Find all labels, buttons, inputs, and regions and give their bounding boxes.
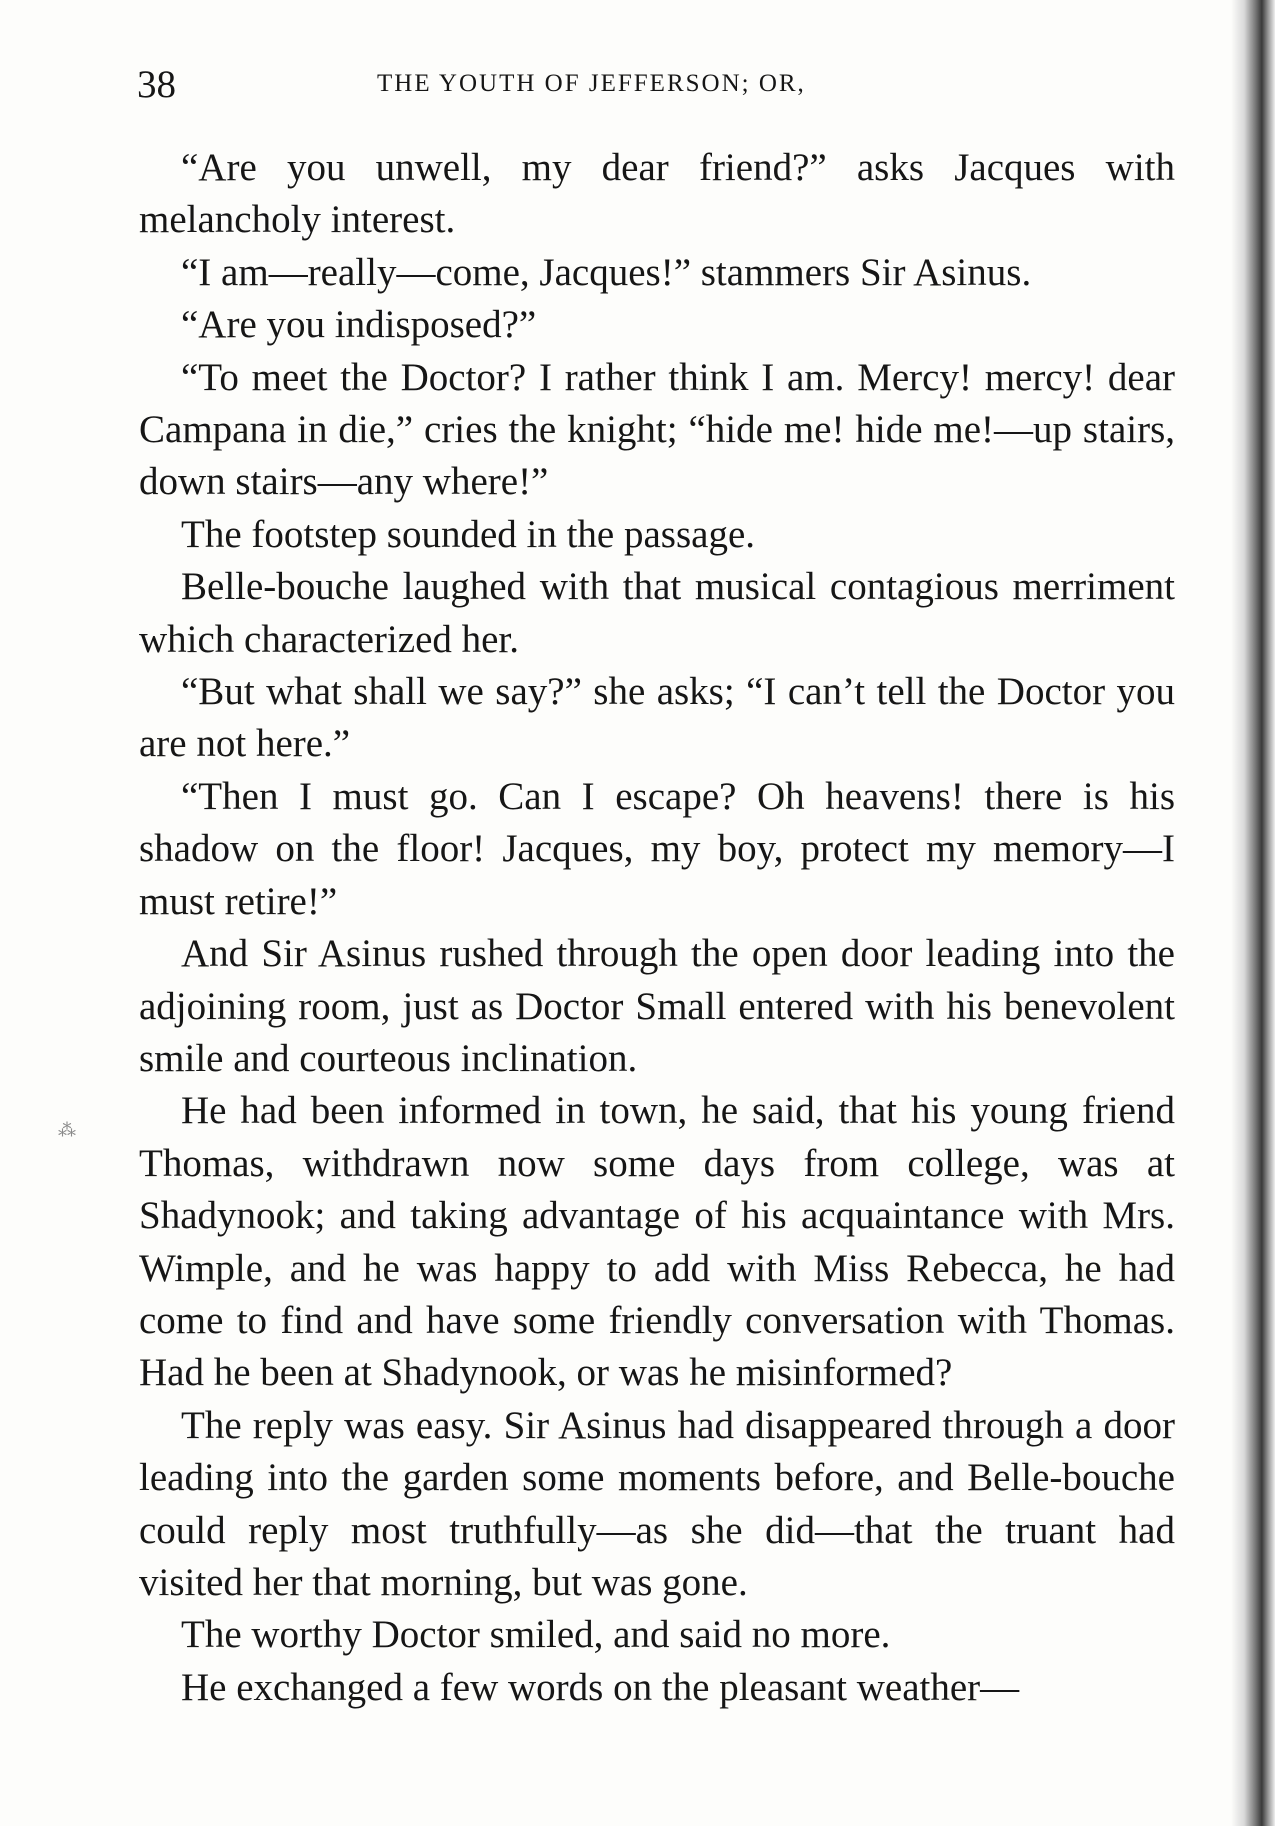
paragraph: The worthy Doctor smiled, and said no more. [181, 1613, 891, 1657]
paragraph: “Then I must go. Can I escape? Oh heavens! there is his shadow on the floor! Jacques, my boy, protect my memory—I must retire!” [139, 774, 1175, 923]
paragraph: The footstep sounded in the passage. [181, 512, 756, 556]
paragraph: He exchanged a few words on the pleasant weather— [181, 1665, 1020, 1709]
margin-stain-mark: ⁂ [58, 1120, 76, 1140]
paragraph: “To meet the Doctor? I rather think I am. Mercy! mercy! dear Campana in die,” cries the knight; “hide me! hide me!—up stairs, down stairs—any where!” [139, 355, 1175, 504]
paragraph: “But what shall we say?” she asks; “I can’t tell the Doctor you are not here.” [139, 670, 1175, 766]
paragraph: “I am—really—come, Jacques!” stammers Sir Asinus. [181, 250, 1032, 294]
paragraph: “Are you indisposed?” [181, 303, 537, 347]
paragraph: He had been informed in town, he said, that his young friend Thomas, withdrawn now some days from college, was at Shadynook; and taking advantage of his acquaintance with Mrs. Wimple, and he was happy to add with Miss Rebecca, he had come to find and have some friendly conversation with Thomas. Had he been at Shadynook, or was he misinformed? [139, 1089, 1175, 1395]
running-title: THE YOUTH OF JEFFERSON; OR, [377, 70, 806, 97]
paragraph: The reply was easy. Sir Asinus had disappeared through a door leading into the garden some moments before, and Belle-bouche could reply most truthfully—as she did—that the truant had visited her that morning, but was gone. [139, 1403, 1175, 1604]
paragraph: And Sir Asinus rushed through the open door leading into the adjoining room, just as Doctor Small entered with his benevolent smile and courteous inclination. [139, 932, 1175, 1080]
body-text [139, 142, 1175, 1714]
page-gutter-shadow [1231, 0, 1275, 1826]
paragraph: “Are you unwell, my dear friend?” asks Jacques with melancholy interest. [139, 146, 1175, 242]
paragraph: Belle-bouche laughed with that musical contagious merriment which characterized her. [139, 565, 1175, 661]
page-number: 38 [137, 63, 176, 106]
page-header [137, 62, 1177, 112]
